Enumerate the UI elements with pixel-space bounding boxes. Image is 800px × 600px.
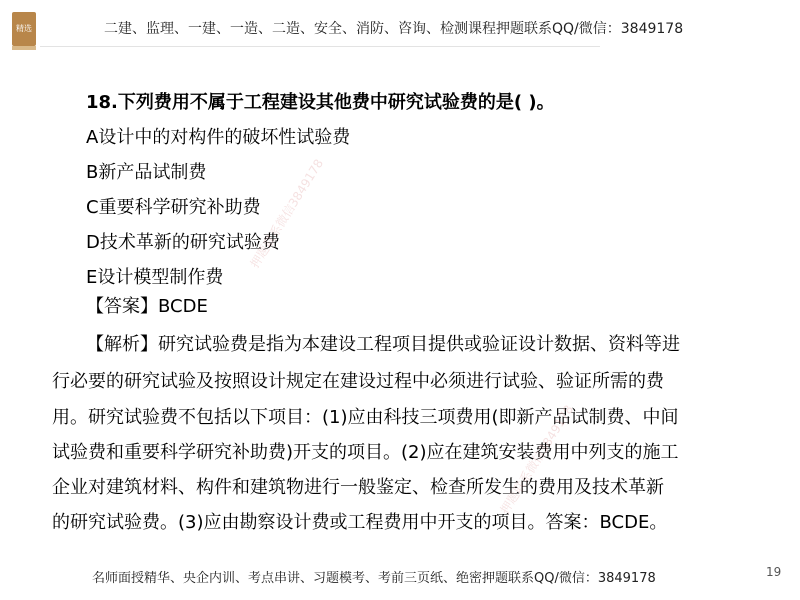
option-c: C重要科学研究补助费 — [86, 197, 261, 218]
header-contact-text: 二建、监理、一建、一造、二造、安全、消防、咨询、检测课程押题联系QQ/微信：3849178 — [104, 21, 684, 37]
logo-text: 精选 — [16, 24, 32, 33]
header-divider — [40, 46, 600, 47]
analysis-line-3: 用。研究试验费不包括以下项目：(1)应由科技三项费用(即新产品试制费、中间 — [52, 407, 679, 428]
watermark: 押题联系微信3849178 — [497, 402, 577, 517]
watermark: 押题联系微信3849178 — [247, 156, 327, 271]
option-d: D技术革新的研究试验费 — [86, 232, 280, 253]
answer-text: 【答案】BCDE — [86, 296, 208, 317]
analysis-line-2: 行必要的研究试验及按照设计规定在建设过程中必须进行试验、验证所需的费 — [52, 371, 664, 392]
logo — [12, 12, 36, 46]
logo-underline — [12, 46, 36, 50]
analysis-line-1: 【解析】研究试验费是指为本建设工程项目提供或验证设计数据、资料等进 — [86, 334, 680, 355]
option-e: E设计模型制作费 — [86, 267, 224, 288]
footer-contact-text: 名师面授精华、央企内训、考点串讲、习题模考、考前三页纸、绝密押题联系QQ/微信：3849178 — [92, 571, 656, 586]
analysis-line-6: 的研究试验费。(3)应由勘察设计费或工程费用中开支的项目。答案：BCDE。 — [52, 512, 668, 533]
page-number: 19 — [766, 565, 782, 579]
question-title: 18.下列费用不属于工程建设其他费中研究试验费的是( )。 — [86, 92, 555, 113]
option-b: B新产品试制费 — [86, 162, 207, 183]
option-a: A设计中的对构件的破坏性试验费 — [86, 127, 351, 148]
analysis-line-4: 试验费和重要科学研究补助费)开支的项目。(2)应在建筑安装费用中列支的施工 — [52, 442, 679, 463]
analysis-line-5: 企业对建筑材料、构件和建筑物进行一般鉴定、检查所发生的费用及技术革新 — [52, 477, 664, 498]
